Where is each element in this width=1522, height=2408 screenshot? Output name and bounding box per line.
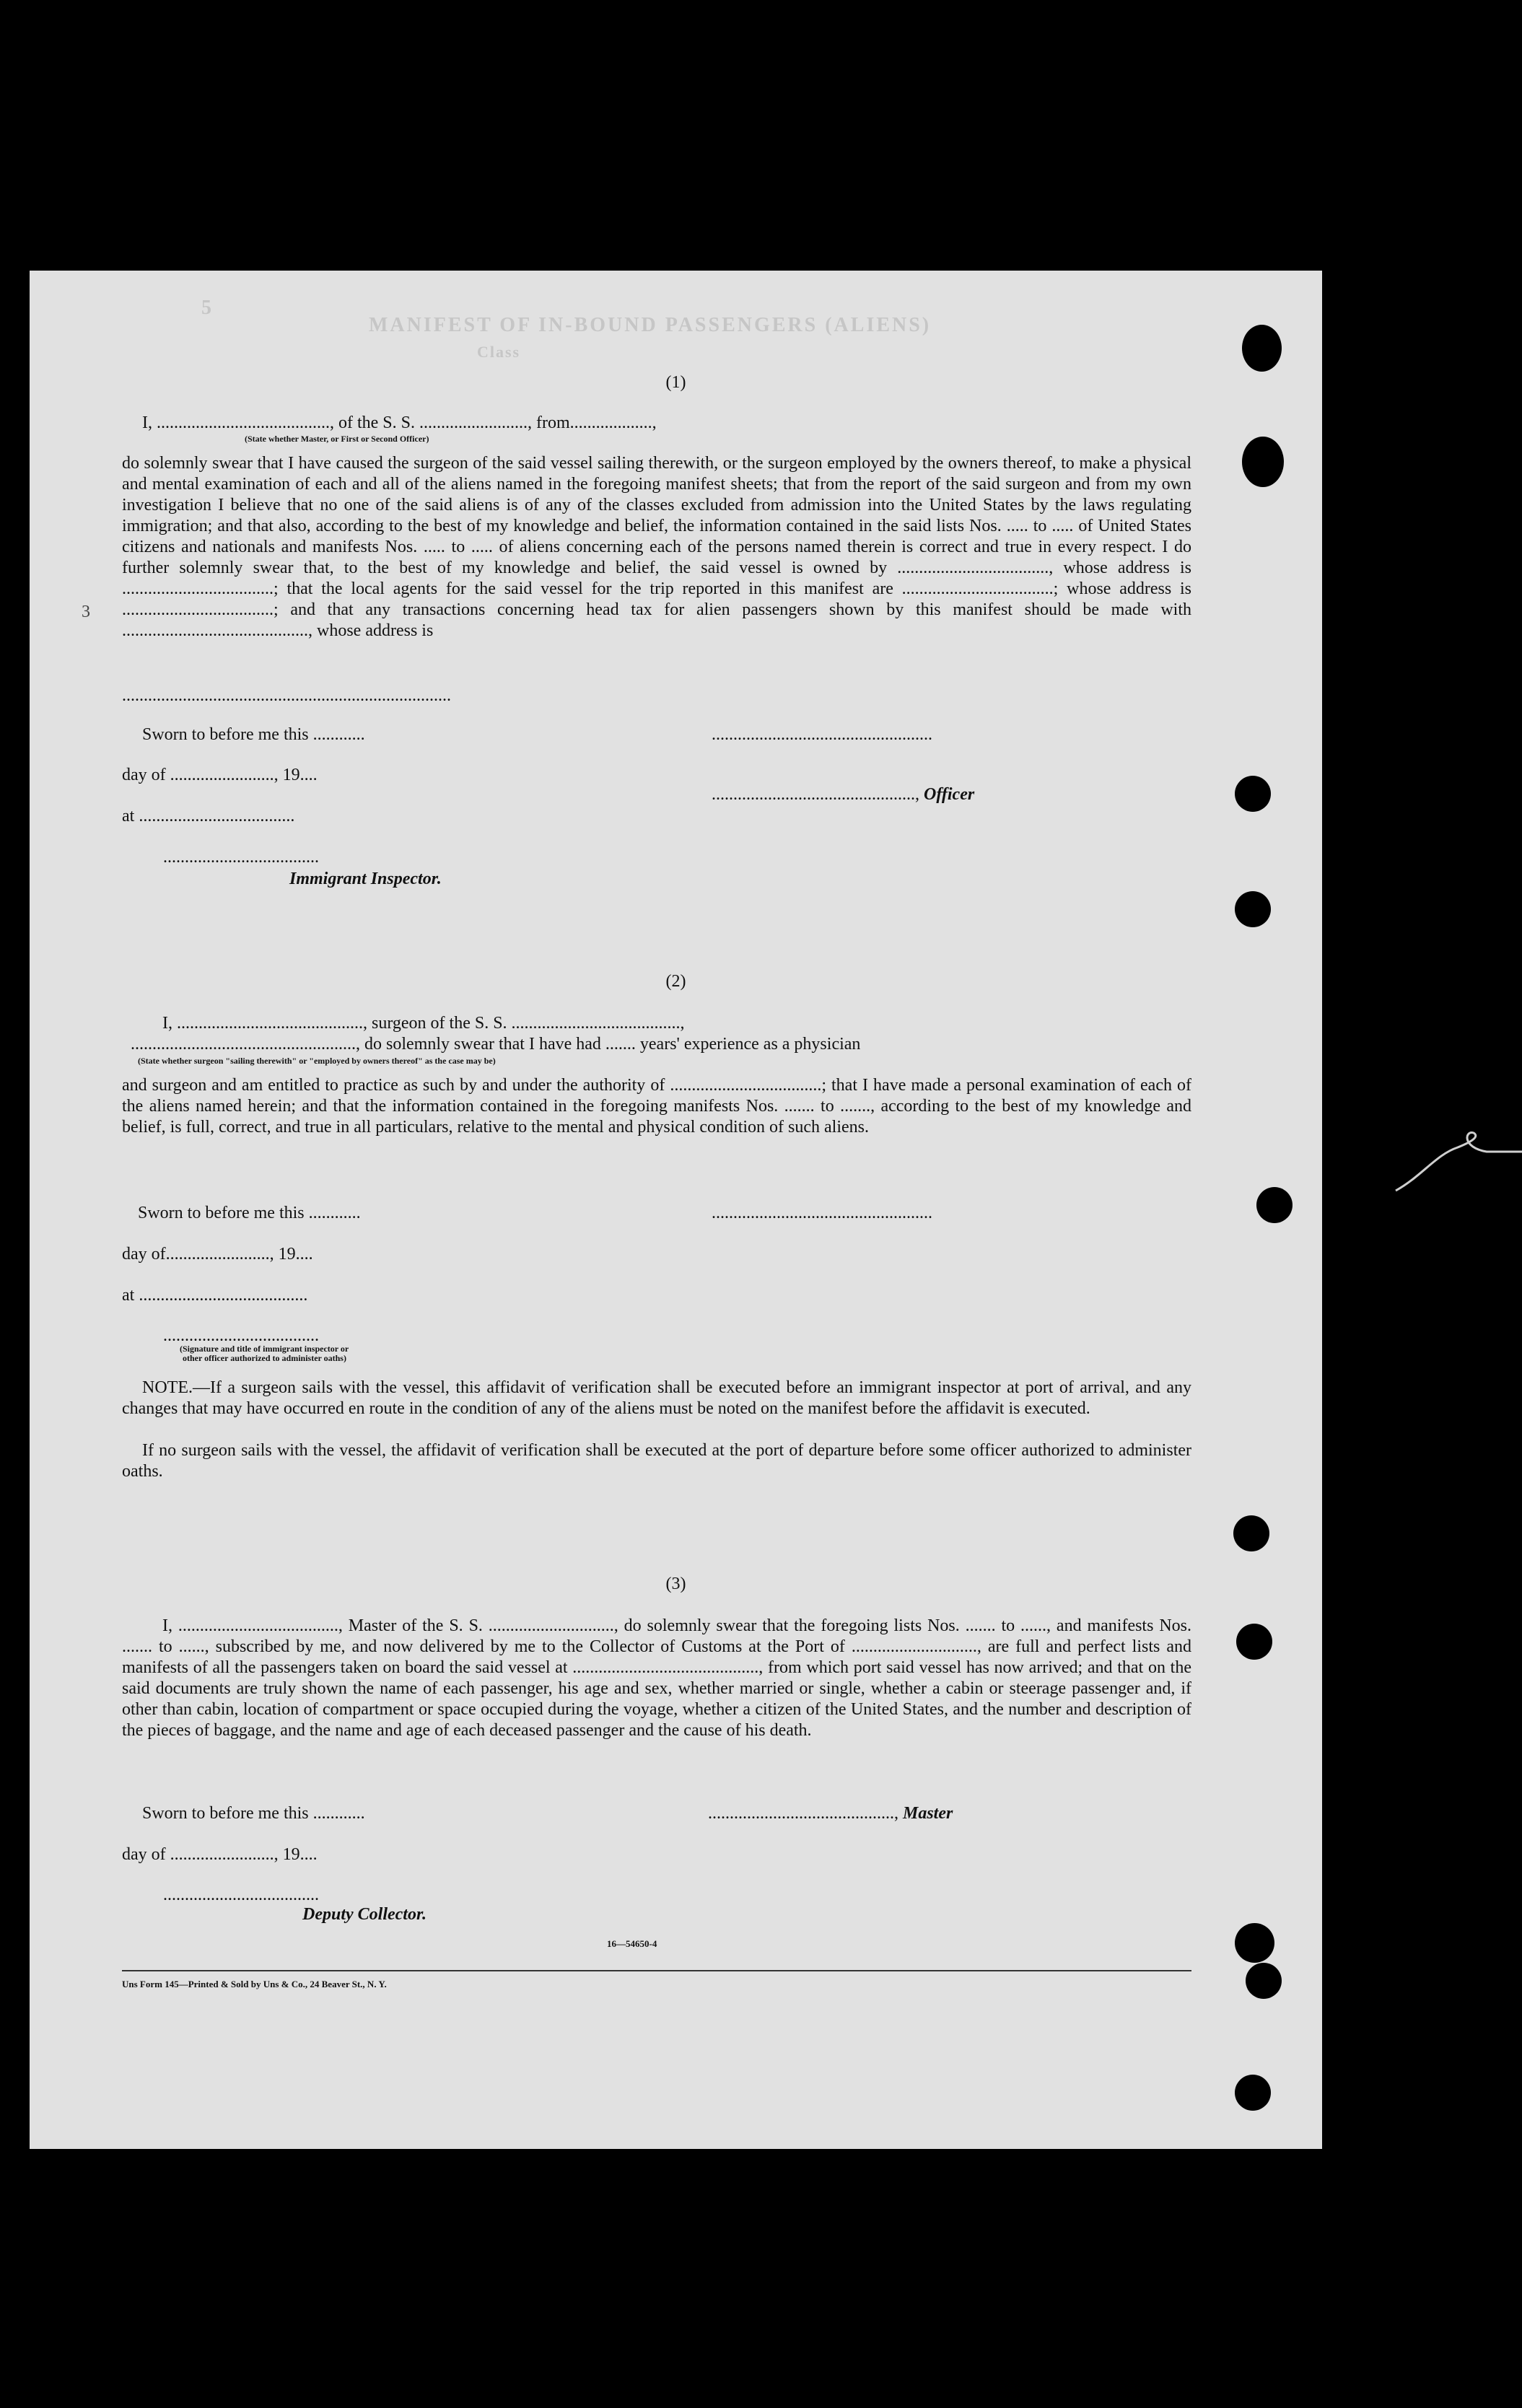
punch-hole xyxy=(1236,1624,1272,1660)
s1-inspector-dots: .................................... xyxy=(163,848,319,867)
s3-collector-label: Deputy Collector. xyxy=(302,1905,427,1924)
section-3-number: (3) xyxy=(665,1575,686,1593)
s2-signature-caption-2: other officer authorized to administer oaths) xyxy=(183,1353,346,1363)
section-1-number: (1) xyxy=(665,373,686,392)
s1-at: at .................................... xyxy=(122,807,295,826)
margin-mark: 3 xyxy=(82,603,90,621)
s3-sworn: Sworn to before me this ............ xyxy=(142,1804,365,1823)
s3-body: I, ....................................., Master of the S. S. ............................., do solemnly swear that the foregoing lists Nos. ....... to ......, and manifests Nos. ....... to ......, subscribed by me, and now delivered by me to the Collector of Customs at the Port of ............................., are full and perfect lists and manifests of all the passengers taken on board the said vessel at ..........................................., from which port said vessel has now arrived; and that on the said documents are truly shown the name of each passenger, his age and sex, whether married or single, whether a cabin or steerage passenger and, if other than cabin, location of compartment or space occupied during the voyage, whether a citizen of the United States, and the number and description of the pieces of baggage, and the name and age of each deceased passenger and the cause of his death. xyxy=(122,1616,1191,1740)
form-sheet xyxy=(30,271,1322,2149)
s1-line1-caption: (State whether Master, or First or Second Officer) xyxy=(245,434,429,444)
s1-sworn: Sworn to before me this ............ xyxy=(142,725,365,744)
s1-line1: I, ........................................, of the S. S. ........................., from..................., xyxy=(142,413,657,432)
faded-header: MANIFEST OF IN-BOUND PASSENGERS (ALIENS) xyxy=(369,314,932,336)
s2-line2: ...................................................., do solemnly swear that I have had ....... years' experience as a physician xyxy=(131,1035,861,1054)
punch-hole xyxy=(1256,1187,1293,1223)
punch-hole xyxy=(1235,891,1271,927)
s1-officer-line xyxy=(712,785,974,805)
s1-officer-label: Officer xyxy=(924,785,975,804)
s1-inspector-label: Immigrant Inspector. xyxy=(289,870,442,888)
corner-number: 5 xyxy=(201,297,214,319)
printer-note: Uns Form 145—Printed & Sold by Uns & Co., 24 Beaver St., N. Y. xyxy=(122,1979,387,1989)
s1-body: do solemnly swear that I have caused the surgeon of the said vessel sailing therewith, or the surgeon employed by the owners thereof, to make a physical and mental examination of each and all of the aliens named in the foregoing manifest sheets; that from the report of the said surgeon and from my own investigation I believe that no one of the said aliens is of any of the classes excluded from admission into the United States by the laws regulating immigration; and that also, according to the best of my knowledge and belief, the information contained in the said lists Nos. ..... to ..... of United States citizens and nationals and manifests Nos. ..... to ..... of aliens concerning each of the persons named therein is correct and true in every respect. I do further solemnly swear that, to the best of my knowledge and belief, the said vessel is owned by ..................................., whose address is ...................................; that the local agents for the said vessel for the trip reported in this manifest are ...................................; whose address is ...................................; and that any transactions concerning head tax for alien passengers shown by this manifest should be made with ..........................................., whose address is xyxy=(122,454,1191,640)
s2-line2-caption: (State whether surgeon "sailing therewith" or "employed by owners thereof" as the case may be) xyxy=(138,1056,496,1066)
punch-hole xyxy=(1242,437,1284,487)
s2-signature-caption-1: (Signature and title of immigrant inspector or xyxy=(180,1344,349,1354)
s2-line1: I, ..........................................., surgeon of the S. S. ......................................., xyxy=(162,1014,685,1033)
s2-sworn: Sworn to before me this ............ xyxy=(138,1204,361,1222)
punch-hole xyxy=(1235,776,1271,812)
s2-note-2: If no surgeon sails with the vessel, the affidavit of verification shall be executed at the port of departure before some officer authorized to administer oaths. xyxy=(122,1441,1191,1481)
punch-hole xyxy=(1235,2075,1271,2111)
stray-pen-mark xyxy=(1393,1126,1522,1212)
punch-hole xyxy=(1246,1963,1282,1999)
s2-day: day of........................, 19.... xyxy=(122,1245,313,1264)
s2-signature-dots: .................................... xyxy=(163,1326,319,1345)
s2-note-1: NOTE.—If a surgeon sails with the vessel, this affidavit of verification shall be executed before an immigrant inspector at port of arrival, and any changes that may have occurred en route in the condition of any of the aliens must be noted on the manifest before the affidavit is executed. xyxy=(122,1378,1191,1418)
punch-hole xyxy=(1242,325,1282,372)
section-2-number: (2) xyxy=(665,972,686,991)
s3-master-line xyxy=(708,1804,953,1823)
faded-subheader: Class xyxy=(477,343,521,361)
s2-at: at ....................................... xyxy=(122,1286,308,1305)
s1-signature-line: ................................................... xyxy=(712,725,932,744)
form-number: 16—54650-4 xyxy=(607,1938,657,1949)
footer-rule xyxy=(122,1970,1191,1971)
punch-hole xyxy=(1233,1515,1269,1551)
s2-body: and surgeon and am entitled to practice as such by and under the authority of ...................................; that I have made a personal examination of each of the aliens named herein; and that the information contained in the foregoing manifests Nos. ....... to ......., according to the best of my knowledge and belief, is full, correct, and true in all particulars, relative to the mental and physical condition of such aliens. xyxy=(122,1076,1191,1137)
punch-hole xyxy=(1235,1923,1274,1963)
s1-officer-dots: ..............................................., xyxy=(712,785,919,804)
s2-signature-line: ................................................... xyxy=(712,1204,932,1222)
s3-master-label: Master xyxy=(903,1804,953,1823)
s3-collector-dots: .................................... xyxy=(163,1886,319,1904)
s3-day: day of ........................, 19.... xyxy=(122,1845,318,1864)
s1-day: day of ........................, 19.... xyxy=(122,766,318,784)
s1-dots-end: ............................................................................ xyxy=(122,686,451,705)
s3-master-dots: ..........................................., xyxy=(708,1804,898,1823)
